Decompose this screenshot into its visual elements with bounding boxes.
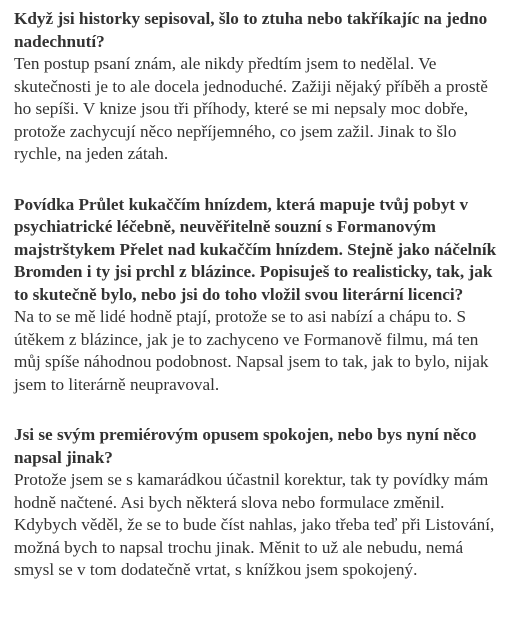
question-text: Jsi se svým premiérovým opusem spokojen, nebo bys nyní něco napsal jinak? [14, 425, 477, 467]
answer-text: Ten postup psaní znám, ale nikdy předtím jsem to nedělal. Ve skutečnosti je to ale docela jednoduché. Zažiji nějaký příběh a prostě ho sepíši. V knize jsou tři příhody, které se mi nepsaly moc dobře, protože zachycují něco nepříjemného, co jsem zažil. Jinak to šlo rychle, na jeden zátah. [14, 54, 488, 163]
question-text: Povídka Průlet kukaččím hnízdem, která mapuje tvůj pobyt v psychiatrické léčebně, neuvěřitelně souzní s Formanovým majstrštykem Přelet nad kukaččím hnízdem. Stejně jako náčelník Bromden i ty jsi prchl z blázince. Popisuješ to realisticky, tak, jak to skutečně bylo, nebo jsi do toho vložil svou literární licenci? [14, 194, 497, 304]
answer-text: Na to se mě lidé hodně ptají, protože se to asi nabízí a chápu to. S útěkem z blázince, jak je to zachyceno ve Formanově filmu, má ten můj spíše náhodnou podobnost. Napsal jsem to tak, jak to bylo, nijak jsem to literárně neupravoval. [14, 307, 489, 394]
answer-text: Protože jsem se s kamarádkou účastnil korektur, tak ty povídky mám hodně načtené. Asi bych některá slova nebo formulace změnil. Kdybych věděl, že se to bude číst nahlas, jako třeba teď při Listování, možná bych to napsal trochu jinak. Měnit to už ale nebudu, nemá smysl se v tom dodatečně vrtat, s knížkou jsem spokojený. [14, 470, 495, 579]
qa-block [14, 194, 501, 397]
interview-article [14, 8, 501, 582]
qa-block [14, 8, 501, 166]
question-text: Když jsi historky sepisoval, šlo to ztuha nebo takříkajíc na jedno nadechnutí? [14, 9, 488, 51]
qa-block [14, 424, 501, 582]
